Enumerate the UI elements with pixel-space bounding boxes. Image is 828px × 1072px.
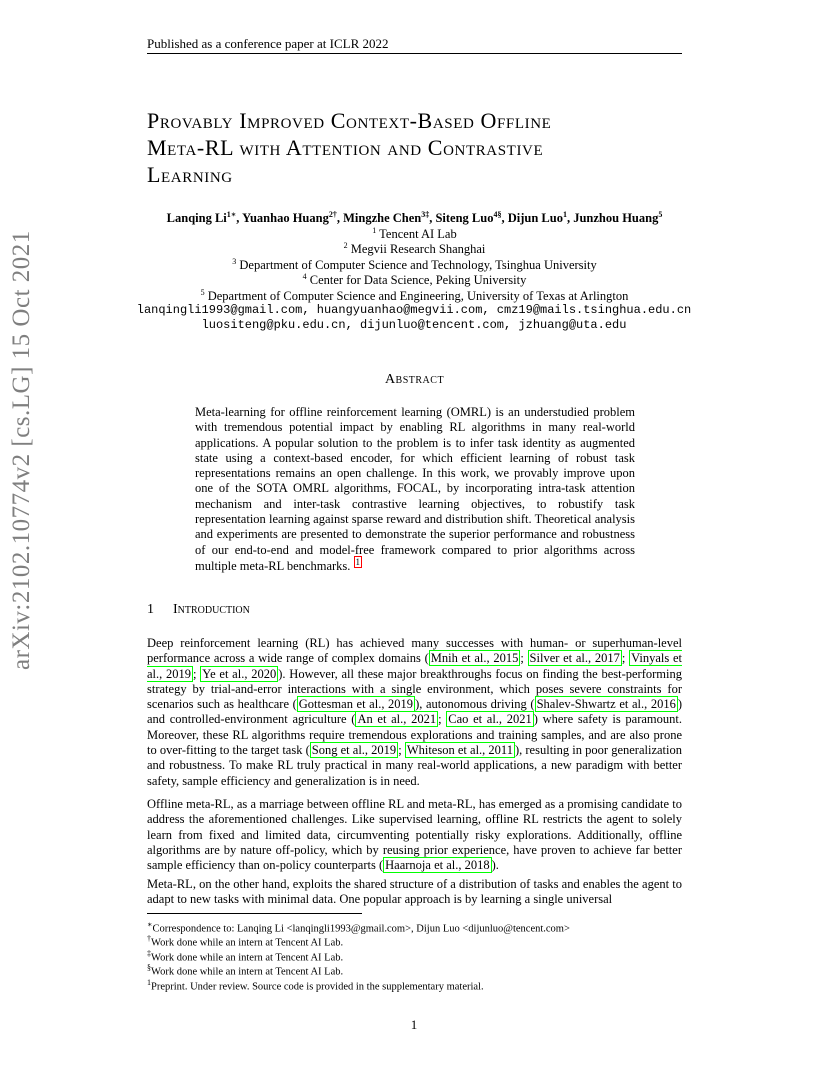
footnote-text: Work done while an intern at Tencent AI Lab.: [151, 966, 344, 978]
intro-paragraph-3: Meta-RL, on the other hand, exploits the shared structure of a distribution of tasks and enables the agent to adapt to new tasks with minimal data. One popular approach is by learning a single universal: [147, 877, 682, 907]
paragraph-text: ) where safety is paramount. Moreover, these RL algorithms require tremendous explorations and training samples, and are also prone to over-fitting to the target task (: [147, 712, 682, 758]
intro-paragraph-2: [147, 797, 682, 873]
affiliation-mark: 3: [232, 257, 237, 266]
citation-link[interactable]: Vinyals et al., 2019: [147, 651, 682, 681]
affiliation-mark: 1: [372, 226, 377, 235]
page-number: 1: [410, 1017, 418, 1032]
abstract-heading: Abstract: [384, 372, 445, 387]
footnote-mark: ∗: [147, 920, 153, 929]
affiliation: [147, 288, 682, 304]
affiliation-text: Department of Computer Science and Engineering, University of Texas at Arlington: [207, 289, 629, 304]
paragraph-text: ) and controlled-environment agriculture (: [147, 697, 682, 727]
affiliation: [147, 257, 682, 273]
paragraph-text: ;: [621, 651, 630, 666]
paragraph-text: ;: [398, 743, 405, 758]
title-line-1: Provably Improved Context-Based Offline: [147, 108, 552, 133]
affiliation: [147, 226, 682, 242]
citation-link[interactable]: Haarnoja et al., 2018: [385, 858, 490, 873]
running-header: Published as a conference paper at ICLR 2022: [147, 36, 389, 51]
author-mark: 5: [658, 210, 663, 219]
intro-paragraph-1: [147, 636, 682, 789]
author-name: Dijun Luo: [507, 211, 563, 226]
author-mark: 2†: [328, 210, 337, 219]
footnote-text: Work done while an intern at Tencent AI Lab.: [151, 937, 344, 949]
author-mark: 3‡: [421, 210, 430, 219]
affiliation-mark: 5: [200, 288, 205, 297]
author-name: Lanqing Li: [166, 211, 227, 226]
footnote-mark: §: [147, 963, 151, 972]
email-line: lanqingli1993@gmail.com, huangyuanhao@megvii.com, cmz19@mails.tsinghua.edu.cn: [136, 303, 692, 317]
author-list: Lanqing $Li^{1∗}$, Yuanhao Huang$^{2\dagger}$, Mingzhe Chen$^{3\ddagger}$, Siteng Luo$^{4\S}$, Dijun Luo$^1$, Junzhou Huang$^5$: [166, 210, 663, 226]
paragraph-text: ;: [438, 712, 447, 727]
footnote-link[interactable]: 1: [355, 556, 361, 567]
author-name: Yuanhao Huang: [242, 211, 329, 226]
author-mark: 4§: [493, 210, 502, 219]
citation-link[interactable]: Ye et al., 2020: [202, 666, 277, 681]
citation-link[interactable]: An et al., 2021: [357, 712, 437, 727]
author-mark: 1∗: [226, 210, 237, 219]
paragraph-text: ), autonomous driving (: [415, 697, 535, 712]
footnote-text: Work done while an intern at Tencent AI Lab.: [151, 952, 344, 964]
affiliation: [147, 272, 682, 288]
citation-link[interactable]: Cao et al., 2021: [448, 712, 532, 727]
abstract-body: [195, 405, 635, 574]
footnote-text: Correspondence to: Lanqing Li <lanqingli1993@gmail.com>, Dijun Luo <dijunluo@tencent.com>: [152, 923, 570, 935]
section-number: 1: [147, 602, 154, 617]
email-line: luositeng@pku.edu.cn, dijunluo@tencent.com, jzhuang@uta.edu: [201, 318, 627, 332]
author-name: Mingzhe Chen: [343, 211, 422, 226]
citation-link[interactable]: Whiteson et al., 2011: [406, 743, 513, 758]
affiliation-text: Center for Data Science, Peking University: [309, 273, 527, 288]
section-title: Introduction: [173, 602, 250, 617]
footnote-mark: †: [147, 934, 151, 943]
paragraph-text: ).: [491, 858, 499, 873]
author-name: Siteng Luo: [435, 211, 494, 226]
arxiv-stamp: arXiv:2102.10774v2 [cs.LG] 15 Oct 2021: [8, 230, 35, 670]
abstract-text: Meta-learning for offline reinforcement learning (OMRL) is an understudied problem with tremendous potential impact by enabling RL algorithms in many real-world applications. A popular solution to the problem is to infer task identity as augmented state using a context-based encoder, for which efficient learning of robust task representations remains an open challenge. In this work, we provably improve upon one of the SOTA OMRL algorithms, FOCAL, by incorporating intra-task attention mechanism and inter-task contrastive learning objectives, to robustify task representation learning against sparse reward and distribution shift. Theoretical analysis and experiments are presented to demonstrate the superior performance and robustness of our end-to-end and model-free framework compared to prior algorithms across multiple meta-RL benchmarks.: [195, 405, 635, 574]
citation-link[interactable]: Gottesman et al., 2019: [298, 697, 414, 712]
author-name: Junzhou Huang: [573, 211, 659, 226]
affiliation-mark: 4: [302, 272, 307, 281]
paragraph-text: ;: [193, 666, 201, 681]
paragraph-text: ). However, all these major breakthroughs focus on finding the best-performing strategy by trial-and-error interactions with a single environment, which poses severe constraints for scenarios such as healthcare (: [147, 666, 682, 712]
footnote-mark: ‡: [147, 949, 151, 958]
affiliation-text: Tencent AI Lab: [379, 227, 457, 242]
affiliation-text: Megvii Research Shanghai: [350, 242, 486, 257]
citation-link[interactable]: Shalev-Shwartz et al., 2016: [536, 697, 676, 712]
paragraph-text: ;: [520, 651, 528, 666]
affiliation: [147, 241, 682, 257]
citation-link[interactable]: Mnih et al., 2015: [430, 651, 519, 666]
footnote-mark: 1: [147, 978, 151, 987]
citation-link[interactable]: Silver et al., 2017: [529, 651, 620, 666]
citation-link[interactable]: Song et al., 2019: [311, 743, 397, 758]
paragraph-text: Offline meta-RL, as a marriage between offline RL and meta-RL, has emerged as a promising candidate to address the aforementioned challenges. Like supervised learning, offline RL restricts the agent to solely learn from fixed and limited data, circumventing potentially risky explorations. Additionally, offline algorithms are by nature off-policy, which by reusing prior experience, have proven to achieve far better sample efficiency than on-policy counterparts (: [147, 797, 682, 873]
header-rule: [147, 53, 682, 54]
footnote-text: Preprint. Under review. Source code is provided in the supplementary material.: [151, 981, 484, 993]
title-line-2: Meta-RL with Attention and Contrastive: [147, 135, 544, 160]
footnote: [147, 976, 682, 995]
section-heading: [147, 602, 250, 618]
footnote-rule: [147, 913, 362, 914]
affiliation-mark: 2: [343, 241, 348, 250]
title-line-3: Learning: [147, 162, 233, 187]
paragraph-text: ), resulting in poor generalization and robustness. To make RL truly practical in many real-world applications, a new paradigm with better safety, sample efficiency and generalization is in need.: [147, 743, 682, 788]
paper-title: [147, 107, 682, 188]
author-mark: 1: [562, 210, 567, 219]
paragraph-text: Deep reinforcement learning (RL) has achieved many successes with human- or superhuman-level performance across a wide range of complex domains (: [147, 636, 682, 666]
affiliation-text: Department of Computer Science and Technology, Tsinghua University: [239, 258, 597, 273]
